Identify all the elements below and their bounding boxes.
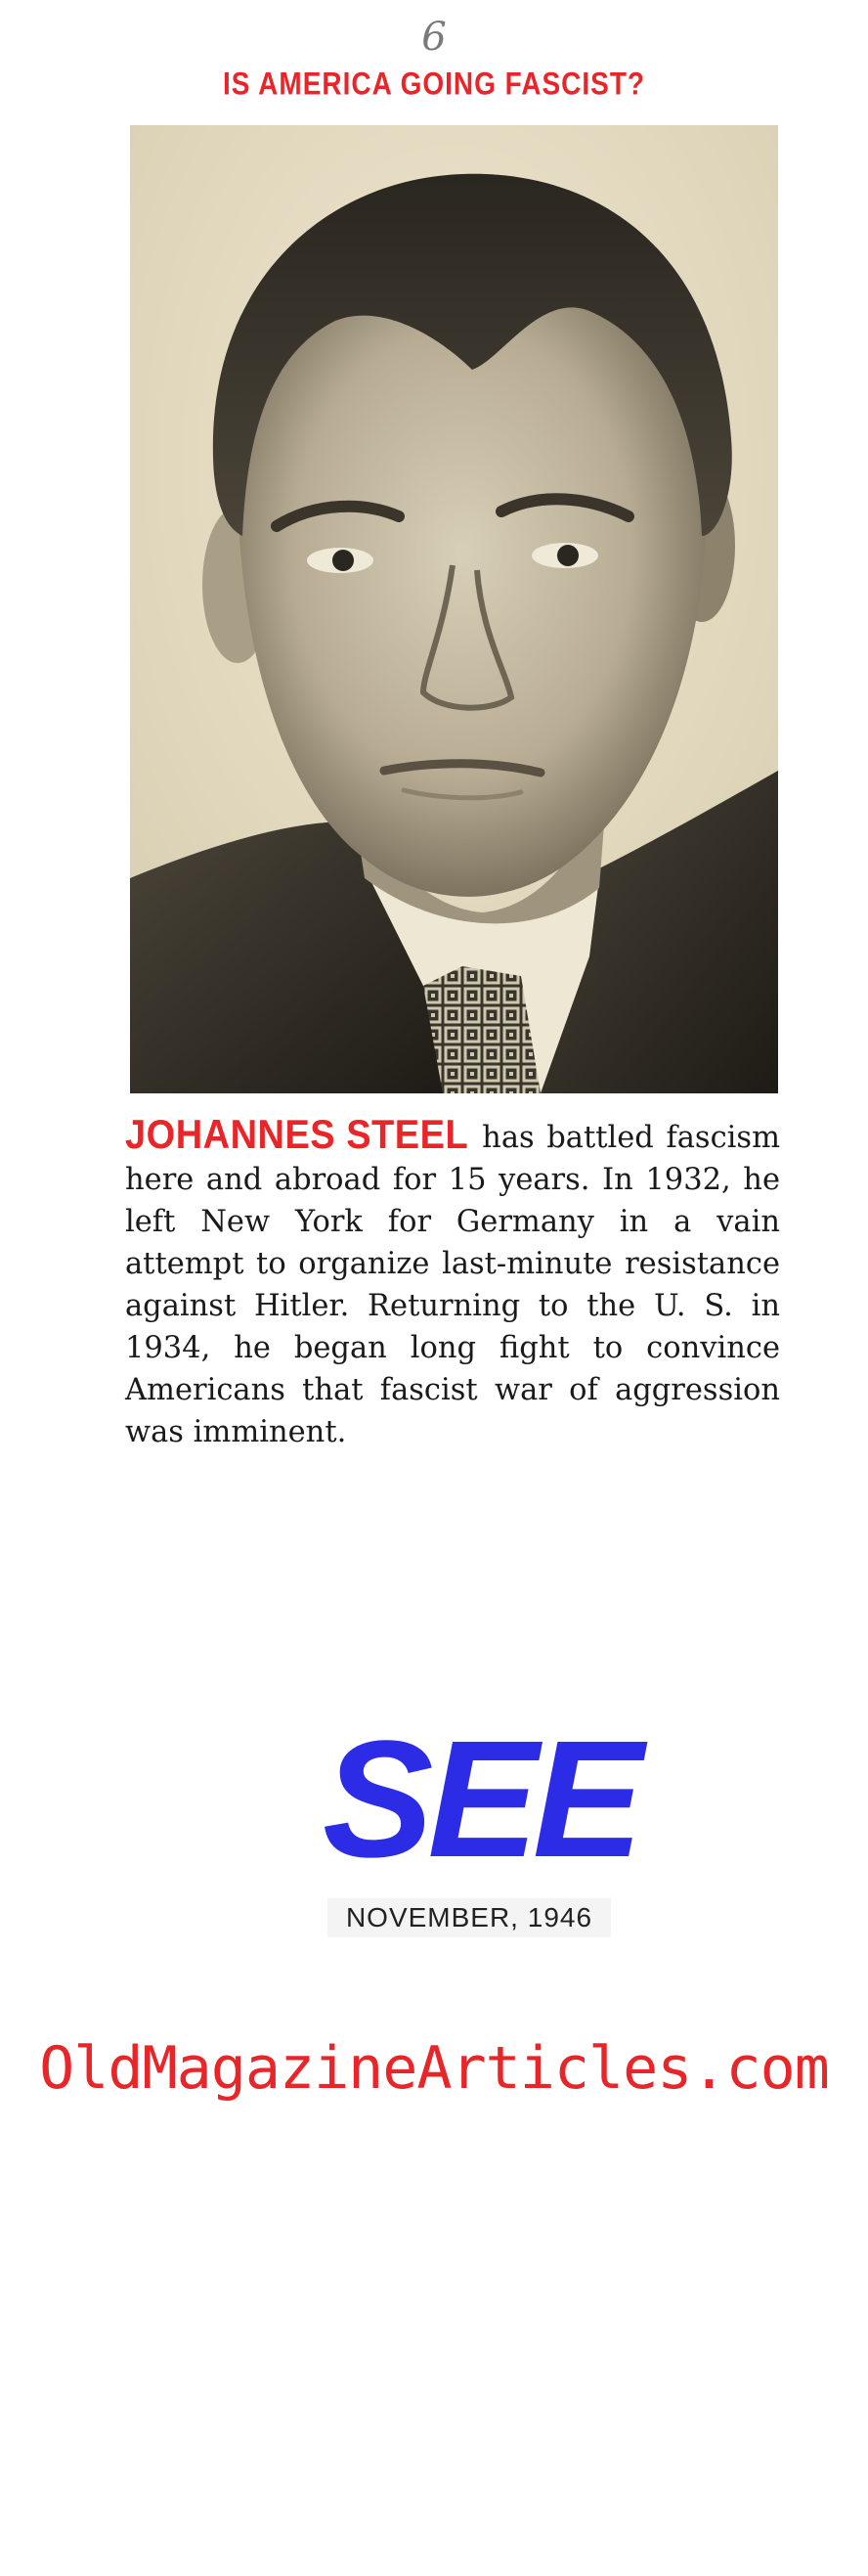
photo-caption	[125, 1112, 780, 1453]
caption-subject-name: JOHANNES STEEL	[125, 1112, 469, 1159]
issue-date: NOVEMBER, 1946	[327, 1898, 611, 1937]
article-headline: IS AMERICA GOING FASCIST?	[222, 66, 646, 102]
source-website: OldMagazineArticles.com	[39, 2034, 829, 2103]
see-magazine-logo: SEE	[323, 1707, 638, 1892]
page-number: 6	[421, 15, 447, 60]
magazine-masthead	[323, 1707, 638, 1941]
portrait-photo	[130, 125, 778, 1093]
portrait-photo-icon	[130, 125, 778, 1093]
caption-text: has battled fascism here and abroad for 15 years. In 1932, he left New York for Germany in a vain attempt to organize last-minute resistance against Hitler. Returning to the U. S. in 1934, he began long fight to convince Americans that fascist war of aggression was imminent.	[125, 1121, 780, 1449]
